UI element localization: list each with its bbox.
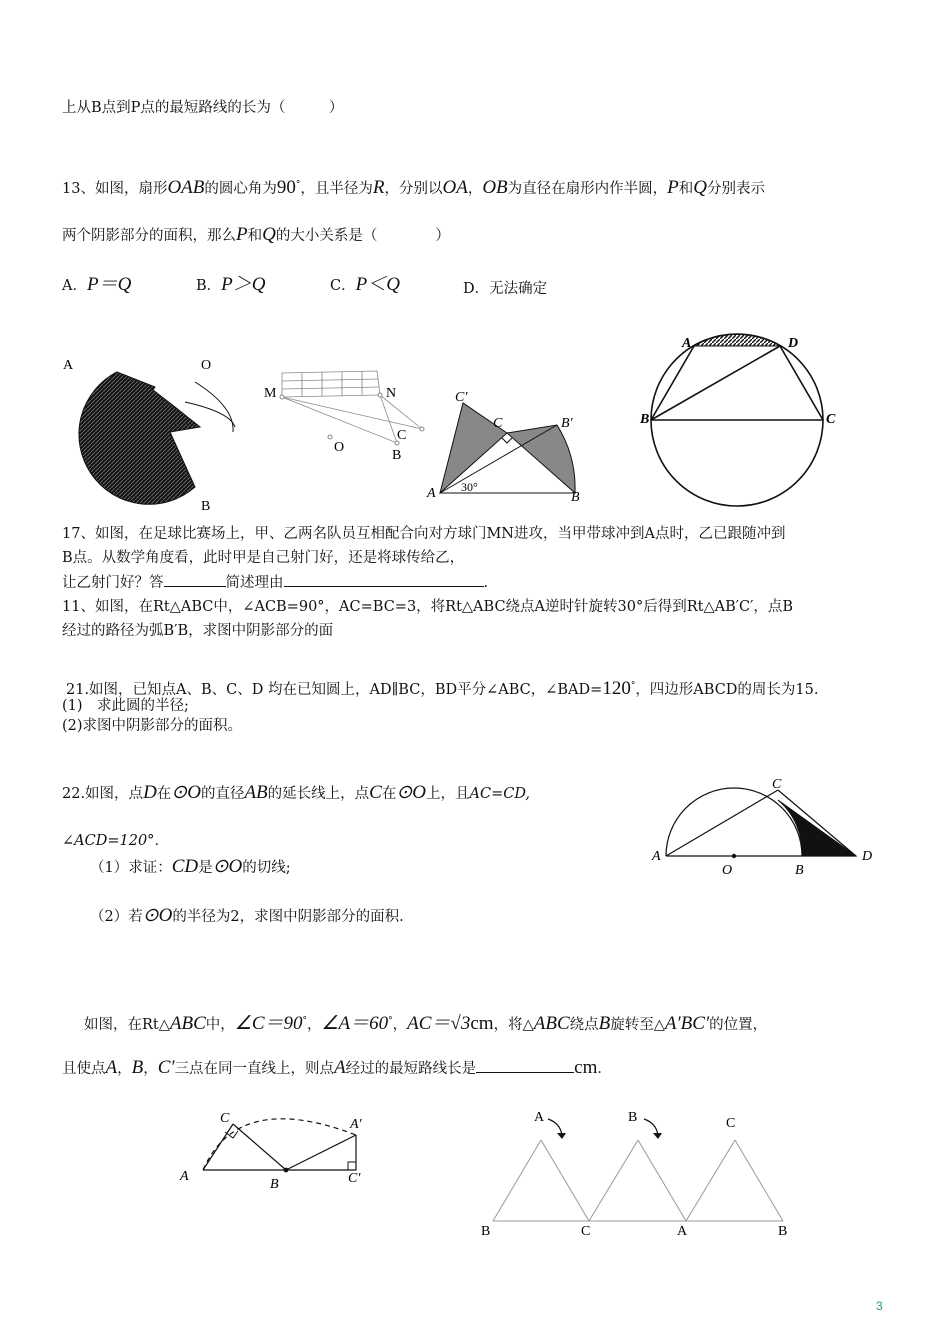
- label-o: O: [201, 358, 212, 373]
- circle-trapezoid-figure: [640, 335, 850, 510]
- label-c: C: [220, 1111, 230, 1126]
- label-b: B: [795, 863, 804, 878]
- shaded-segment: [694, 334, 780, 346]
- reason-blank[interactable]: [284, 572, 484, 587]
- sector-figure: [55, 352, 265, 512]
- question-22-line2: ∠ACD=120°．: [62, 833, 169, 849]
- option-b: B．P＞Q: [196, 274, 266, 295]
- label-top-a: A: [534, 1110, 545, 1125]
- label-d: D: [788, 336, 799, 351]
- label-a: A: [427, 486, 436, 501]
- label-b: B: [640, 412, 650, 427]
- question-last-line2: 且使点A，B，C′三点在同一直线上，则点A经过的最短路线长是 cm．: [62, 1057, 612, 1078]
- question-13-line2: 两个阴影部分的面积，那么P和Q的大小关系是（ ）: [62, 224, 450, 245]
- rotation-arrow-1: [548, 1119, 562, 1135]
- question-17-line1: 17、如图，在足球比赛场上，甲、乙两名队员互相配合向对方球门MN进攻，当甲带球冲到A点时，乙已跟随冲到: [62, 526, 786, 542]
- answer-blank[interactable]: [164, 572, 226, 587]
- option-a: A．P＝Q: [62, 274, 132, 295]
- label-a-prime: A′: [350, 1117, 362, 1132]
- point-n: [378, 393, 382, 397]
- question-13-line1: 13、如图，扇形OAB的圆心角为90°，且半径为R，分别以OA，OB为直径在扇形内作半圆，P和Q分别表示: [62, 176, 765, 198]
- question-22-part1: （1）求证：CD是⊙O的切线;: [90, 856, 291, 877]
- label-d: D: [862, 849, 873, 864]
- label-a: A: [180, 1169, 189, 1184]
- label-c-prime: C′: [348, 1171, 361, 1186]
- arrowhead-2: [653, 1133, 662, 1139]
- rotation-arc-figure: [178, 1100, 398, 1200]
- label-b-prime: B′: [561, 416, 573, 431]
- triangles: [203, 1124, 356, 1170]
- label-c: C: [772, 777, 782, 792]
- rotation-figure: [425, 383, 595, 508]
- question-11-line1: 11、如图，在Rt△ABC中，∠ACB=90°，AC=BC=3，将Rt△ABC绕点A逆时针旋转30°后得到Rt△AB′C′，点B: [62, 599, 794, 615]
- label-o: O: [722, 863, 733, 878]
- shaded-region: [79, 372, 200, 504]
- triangle-row: [493, 1140, 783, 1221]
- label-bottom-b1: B: [481, 1224, 491, 1239]
- label-c: C: [397, 428, 407, 443]
- answer-blank[interactable]: [476, 1058, 574, 1073]
- question-17-line3: 让乙射门好？答 简述理由 .: [62, 572, 488, 593]
- label-top-c: C: [726, 1116, 736, 1131]
- label-b: B: [201, 499, 211, 514]
- question-21-part2: (2)求图中阴影部分的面积。: [62, 718, 243, 734]
- point-m: [280, 395, 284, 399]
- shaded-region: [778, 800, 856, 856]
- segment-ac: [666, 790, 778, 856]
- question-last-line1: 如图，在Rt△ABC中，∠C＝90°，∠A＝60°，AC＝√3cm，将△ABC绕点B旋转至△A′BC′的位置，: [84, 1012, 768, 1034]
- label-b: B: [392, 448, 402, 463]
- prev-question-tail: 上从B点到P点的最短路线的长为（ ）: [62, 100, 344, 116]
- label-c-prime: C′: [455, 390, 468, 405]
- page-number: 3: [876, 1299, 883, 1313]
- point-o: [328, 435, 332, 439]
- rolling-triangles-figure: [478, 1105, 808, 1239]
- right-angle-mark: [225, 1131, 238, 1138]
- point-b: [284, 1168, 289, 1173]
- arrowhead-1: [557, 1133, 566, 1139]
- question-11-line2: 经过的路径为弧B′B，求图中阴影部分的面: [62, 623, 334, 639]
- center-o: [732, 854, 736, 858]
- question-17-line2: B点。从数学角度看，此时甲是自己射门好，还是将球传给乙，: [62, 550, 465, 566]
- label-bottom-c: C: [581, 1224, 591, 1239]
- arc-line-2: [195, 382, 233, 432]
- label-a: A: [682, 336, 692, 351]
- label-m: M: [264, 386, 277, 401]
- label-bottom-b2: B: [778, 1224, 788, 1239]
- label-o: O: [334, 440, 345, 455]
- point-c: [420, 427, 424, 431]
- question-22-line1: 22.如图，点D在⊙O的直径AB的延长线上，点C在⊙O上，且AC=CD,: [62, 782, 531, 803]
- label-b: B: [270, 1177, 279, 1192]
- rotation-arrow-2: [644, 1119, 658, 1135]
- right-angle-mark-2: [348, 1162, 356, 1170]
- label-a: A: [652, 849, 661, 864]
- question-22-part2: （2）若⊙O的半径为2，求图中阴影部分的面积.: [90, 905, 404, 926]
- goal-figure: [262, 365, 432, 475]
- angle-30: 30°: [461, 480, 478, 494]
- trapezoid: [651, 346, 823, 420]
- question-21-part1: (1) 求此圆的半径;: [62, 698, 189, 714]
- semicircle: [666, 788, 802, 856]
- label-b: B: [571, 490, 580, 505]
- question-21-line1: 21.如图，已知点A、B、C、D 均在已知圆上，AD∥BC，BD平分∠ABC，∠BAD=120°，四边形ABCD的周长为15.: [66, 677, 819, 699]
- goal-net: [282, 371, 380, 397]
- semicircle-tangent-figure: [650, 777, 880, 880]
- option-d: D．无法确定: [463, 281, 548, 297]
- label-c: C: [493, 416, 503, 431]
- label-top-b: B: [628, 1110, 638, 1125]
- label-bottom-a: A: [677, 1224, 688, 1239]
- label-n: N: [386, 386, 397, 401]
- label-c: C: [826, 412, 836, 427]
- option-c: C．P＜Q: [330, 274, 400, 295]
- dashed-arc: [203, 1119, 356, 1170]
- label-a: A: [63, 358, 74, 373]
